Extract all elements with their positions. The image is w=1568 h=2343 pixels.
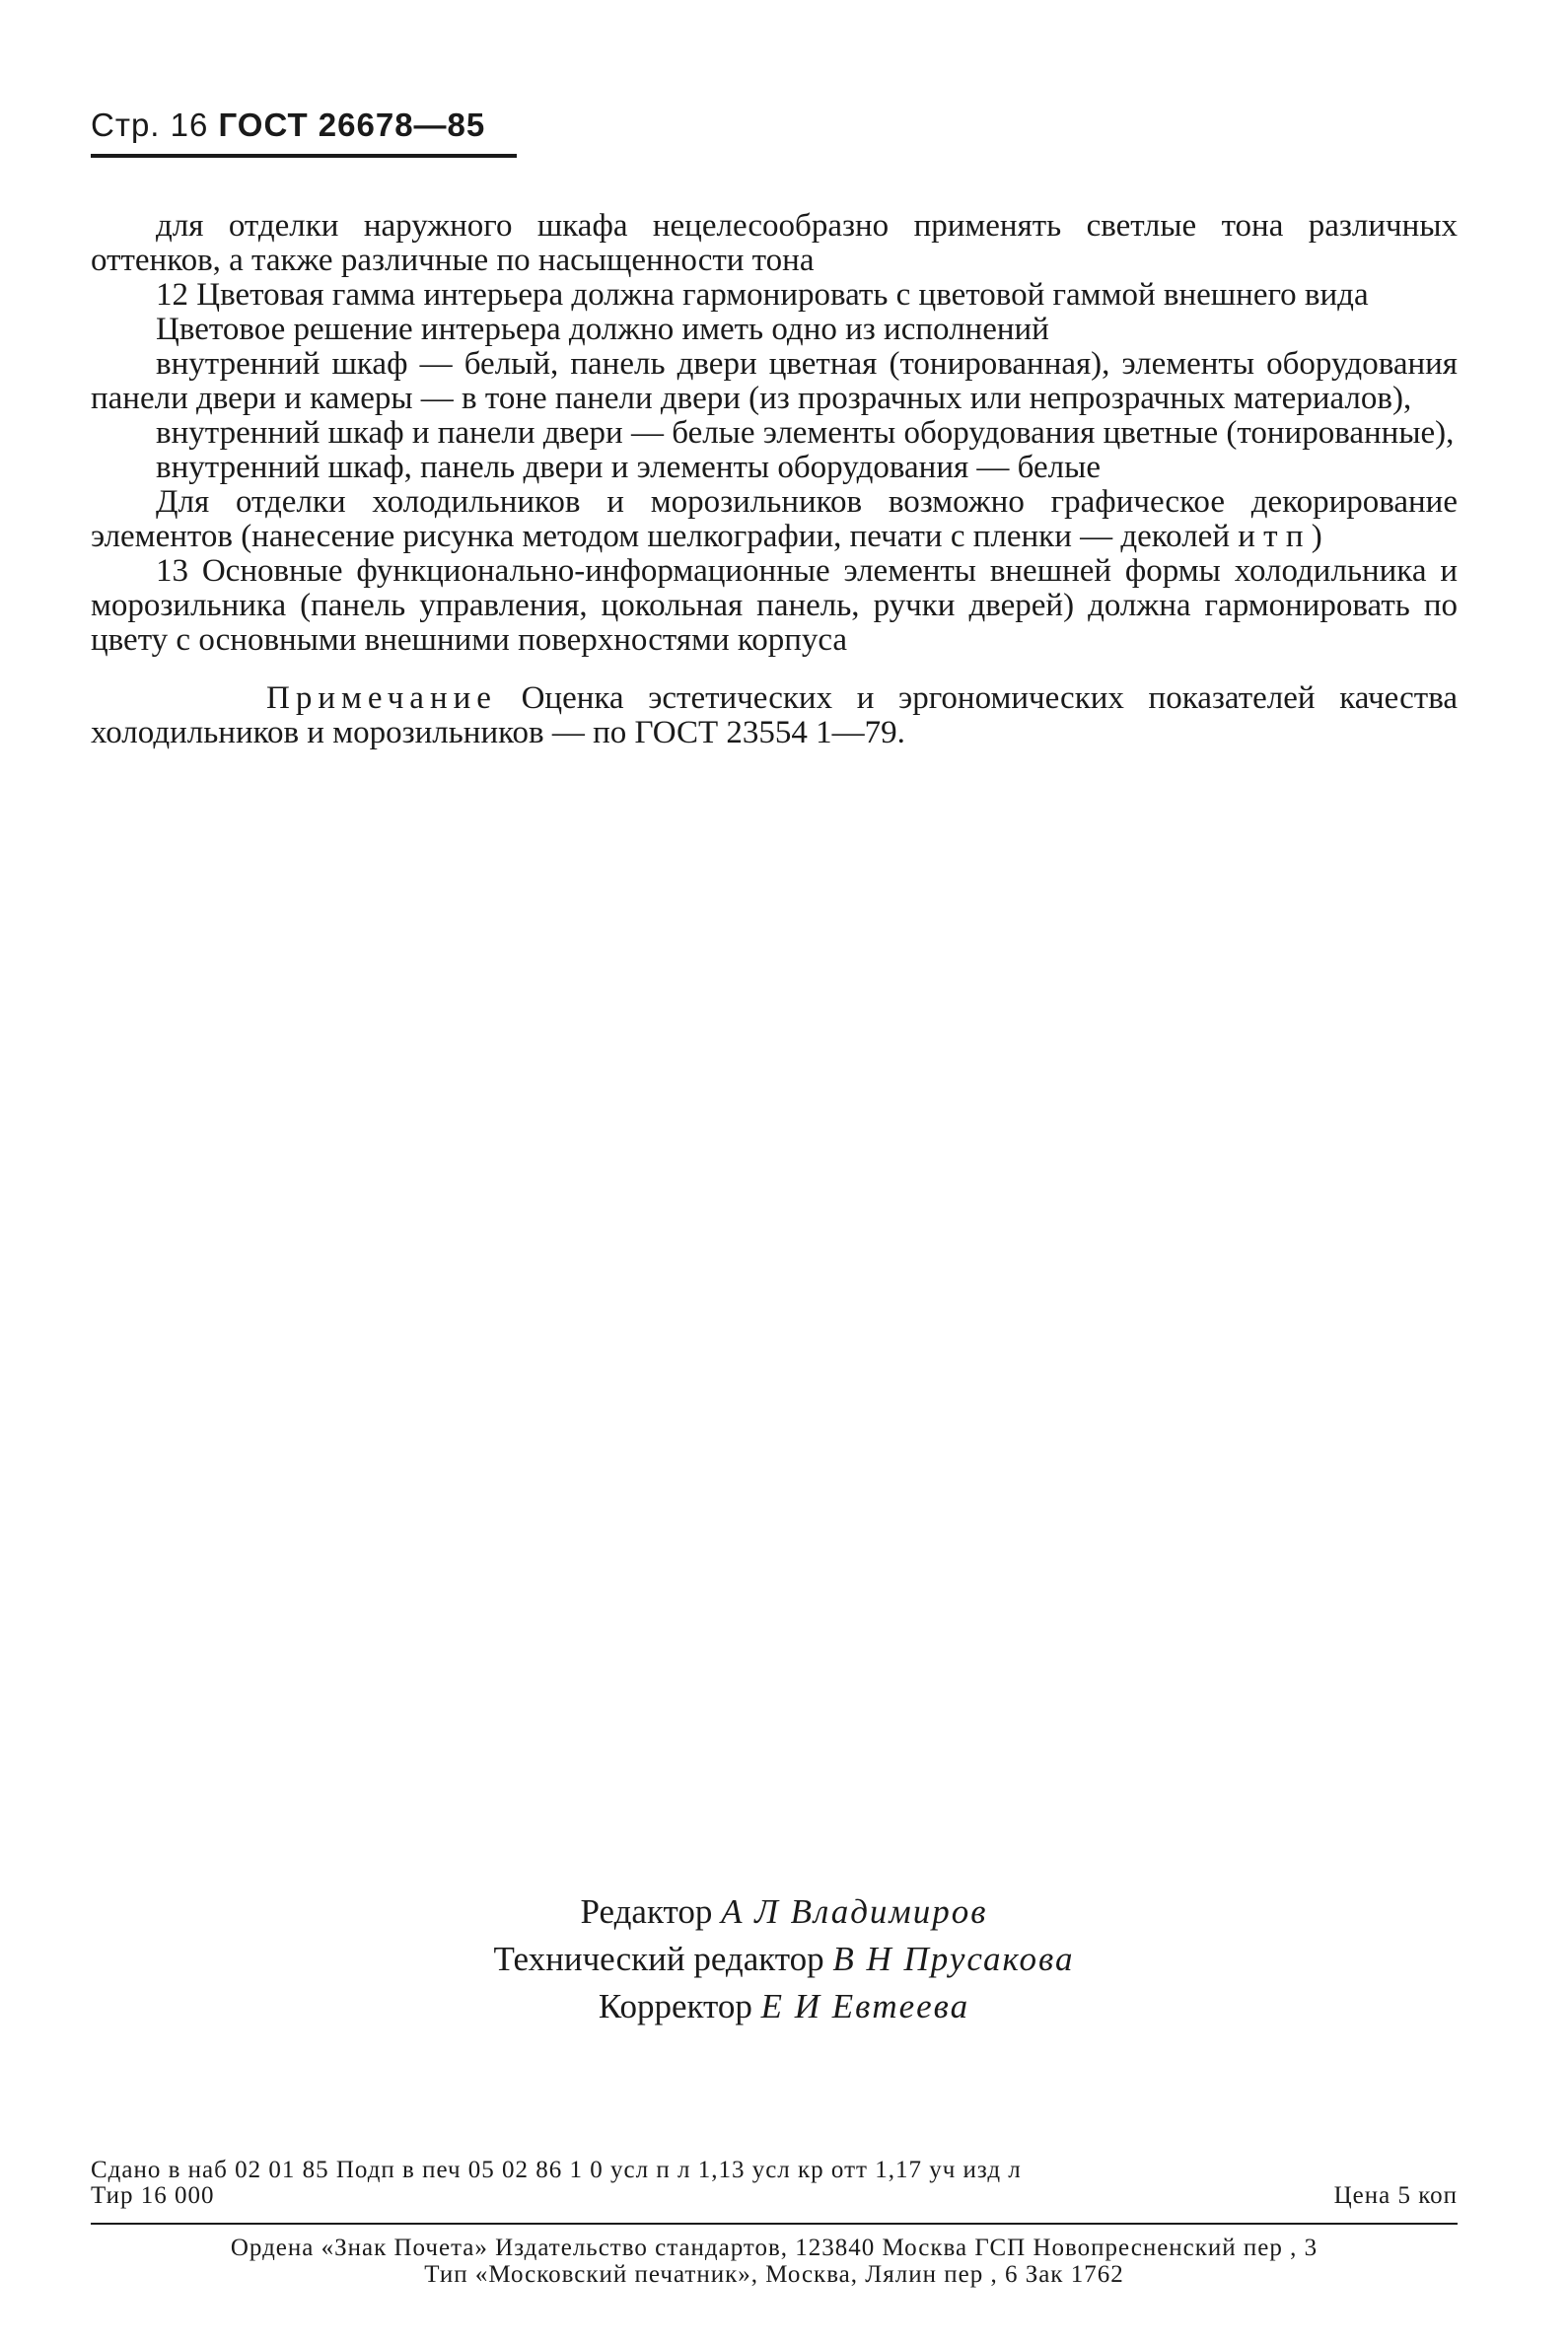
imprint: [91, 2158, 1458, 2209]
page-number: Стр. 16: [91, 106, 209, 143]
circulation: Тир 16 000: [91, 2182, 215, 2209]
page-header: [91, 106, 485, 144]
paragraph: внутренний шкаф, панель двери и элементы оборудования — белые: [156, 450, 1101, 485]
printer-line: Тип «Московский печатник», Москва, Лялин пер , 6 Зак 1762: [424, 2261, 1124, 2288]
tech-editor-name: В Н Прусакова: [832, 1940, 1075, 1978]
document-id: ГОСТ 26678—85: [218, 106, 486, 143]
price: Цена 5 коп: [1333, 2182, 1458, 2209]
paragraph: 13 Основные функционально-информационные элементы внешней формы холодильника и морозильника (панель управления, цокольная панель, ручки дверей) должна гармонировать по цвету с основными внешними поверхностями корпуса: [91, 553, 1458, 658]
proofreader-name: Е И Евтеева: [760, 1987, 970, 2025]
note: [91, 681, 1458, 750]
paragraph: для отделки наружного шкафа нецелесообразно применять светлые тона различных оттенков, а также различные по насыщенности тона: [91, 208, 1458, 278]
editor-role: Редактор: [580, 1892, 713, 1931]
staff-credits: [0, 1888, 1568, 2030]
paragraph: внутренний шкаф и панели двери — белые элементы оборудования цветные (тонированные),: [156, 415, 1455, 451]
footer-divider: [91, 2223, 1458, 2225]
header-divider: [91, 154, 517, 158]
editor-name: А Л Владимиров: [721, 1892, 988, 1931]
tech-editor-line: [0, 1936, 1568, 1983]
imprint-dates: Сдано в наб 02 01 85 Подп в печ 05 02 86 1 0 усл п л 1,13 усл кр отт 1,17 уч изд л: [91, 2157, 1022, 2183]
editor-line: [0, 1888, 1568, 1936]
note-label: Примечание: [266, 680, 497, 716]
paragraph: Для отделки холодильников и морозильников возможно графическое декорирование элементов (нанесение рисунка методом шелкографии, печати с пленки — деколей и т п ): [91, 484, 1458, 554]
publisher-line: Ордена «Знак Почета» Издательство стандартов, 123840 Москва ГСП Новопресненский пер , 3: [230, 2235, 1319, 2261]
imprint-row: [91, 2183, 1458, 2209]
paragraph: внутренний шкаф — белый, панель двери цветная (тонированная), элементы оборудования панели двери и камеры — в тоне панели двери (из прозрачных или непрозрачных материалов),: [91, 346, 1458, 416]
proofreader-role: Корректор: [598, 1987, 752, 2025]
publisher-info: [91, 2235, 1458, 2288]
proofreader-line: [0, 1983, 1568, 2030]
paragraph: Цветовое решение интерьера должно иметь одно из исполнений: [156, 312, 1049, 347]
note-text: Оценка эстетических и эргономических показателей качества холодильников и морозильников — по ГОСТ 23554 1—79.: [91, 680, 1458, 750]
main-text: [91, 209, 1458, 750]
tech-editor-role: Технический редактор: [493, 1940, 824, 1978]
paragraph: 12 Цветовая гамма интерьера должна гармонировать с цветовой гаммой внешнего вида: [156, 277, 1369, 313]
